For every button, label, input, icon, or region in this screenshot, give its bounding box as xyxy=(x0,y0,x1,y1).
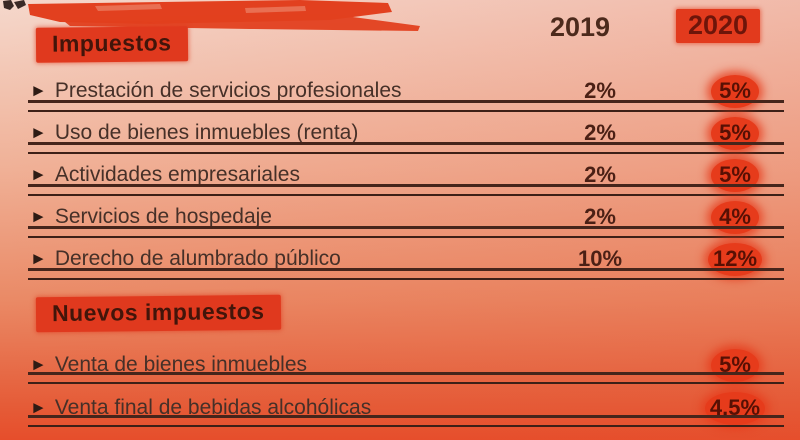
row-label-text: Venta final de bebidas alcohólicas xyxy=(54,396,372,419)
rate-2019-value: 2% xyxy=(584,78,616,103)
rate-2019-value: 10% xyxy=(577,246,623,271)
row-divider-line xyxy=(28,184,784,196)
row-label-text: Prestación de servicios profesionales xyxy=(54,79,402,102)
row-divider-line xyxy=(28,372,784,384)
table-row xyxy=(10,238,790,280)
row-label-text: Actividades empresariales xyxy=(54,163,300,186)
column-header-2020: 2020 xyxy=(676,9,760,43)
row-bullet-icon: ► xyxy=(30,398,47,417)
rate-2019-value: 2% xyxy=(584,162,616,187)
table-row xyxy=(10,112,790,154)
row-bullet-icon: ► xyxy=(30,355,47,374)
table-row xyxy=(10,389,790,427)
rate-2020-value: 5% xyxy=(719,78,751,103)
row-bullet-icon: ► xyxy=(30,249,47,268)
rate-2020-value: 5% xyxy=(719,120,751,145)
row-label-text: Derecho de alumbrado público xyxy=(54,247,341,270)
row-bullet-icon: ► xyxy=(30,123,47,142)
row-label-text: Uso de bienes inmuebles (renta) xyxy=(54,121,359,144)
section-title-impuestos: Impuestos xyxy=(36,26,188,63)
table-row xyxy=(10,196,790,238)
row-bullet-icon: ► xyxy=(30,81,47,100)
rate-2020-value: 4% xyxy=(719,204,751,229)
rate-2020-value: 12% xyxy=(712,246,758,271)
row-divider-line xyxy=(28,226,784,238)
table-row xyxy=(10,70,790,112)
rate-2020-value: 5% xyxy=(719,162,751,187)
rate-2019-value: 2% xyxy=(584,204,616,229)
row-bullet-icon: ► xyxy=(30,207,47,226)
row-divider-line xyxy=(28,100,784,112)
rate-2020-value: 5% xyxy=(719,352,751,377)
section-title-nuevos-impuestos: Nuevos impuestos xyxy=(36,295,281,333)
row-label-text: Servicios de hospedaje xyxy=(54,205,272,228)
corner-mark xyxy=(3,0,26,10)
table-row xyxy=(10,346,790,384)
rate-2019-value: 2% xyxy=(584,120,616,145)
column-header-2019: 2019 xyxy=(549,12,611,42)
row-divider-line xyxy=(28,268,784,280)
row-label-text: Venta de bienes inmuebles xyxy=(54,353,308,376)
row-divider-line xyxy=(28,415,784,427)
rate-2020-value: 4.5% xyxy=(709,395,761,420)
table-row xyxy=(10,154,790,196)
row-divider-line xyxy=(28,142,784,154)
row-bullet-icon: ► xyxy=(30,165,47,184)
